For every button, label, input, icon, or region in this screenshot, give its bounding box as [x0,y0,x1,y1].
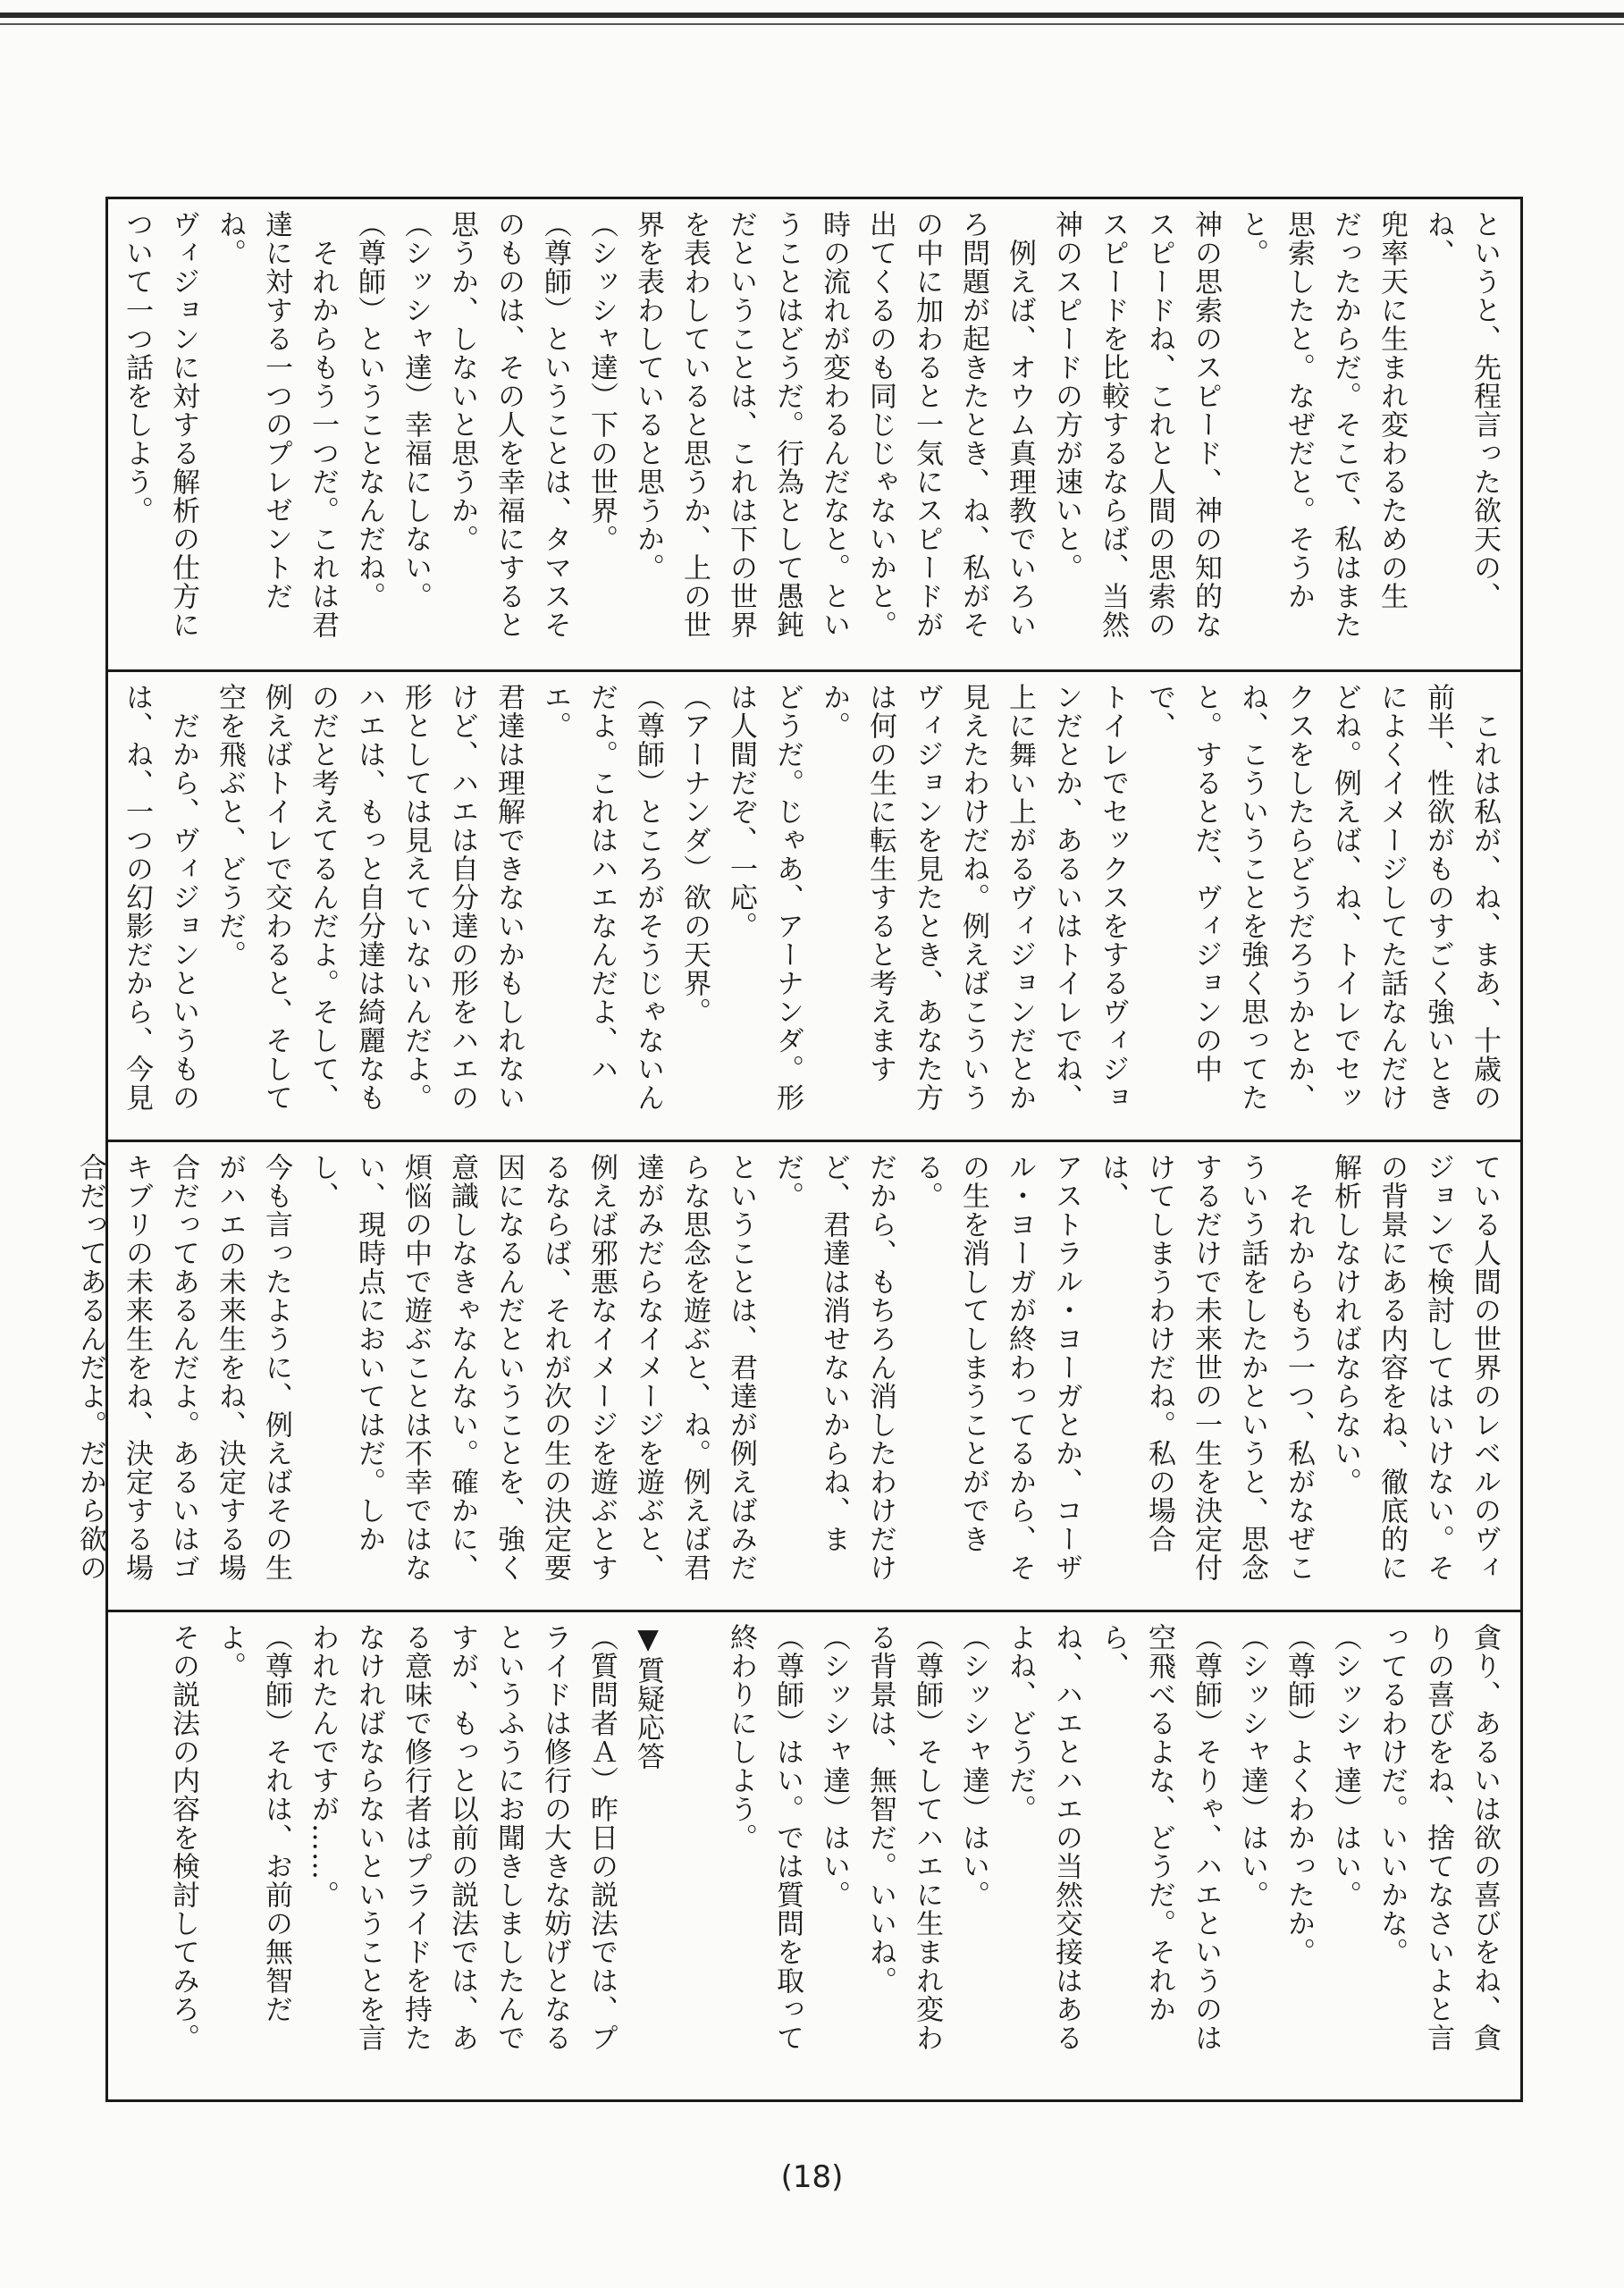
tier-4 [108,1610,1520,2077]
tier-2-paragraph: これは私が、ね、まあ、十歳の 前半、性欲がものすごく強いとき によくイメージしてた話なんだけ どね。例えば、ね、トイレでセッ クスをしたらどうだろうかとか、 ね、こういうことを強く思ってた と。するとだ、ヴィジョンの中で、 トイレでセックスをするヴィジョ ンだとか、あるいはトイレでね、 上に舞い上がるヴィジョンだとか 見えたわけだね。例えばこういう ヴィジョンを見たとき、あなた方 は何の生に転生すると考えますか。 どうだ。じゃあ、アーナンダ。形 は人間だぞ、一応。 （アーナンダ）欲の天界。 （尊師）ところがそうじゃないん だよ。これはハエなんだよ、ハエ。 君達は理解できないかもしれない けど、ハエは自分達の形をハエの 形としては見えていないんだよ。 ハエは、もっと自分達は綺麗なも のだと考えてるんだよ。そして、 例えばトイレで交わると、そして 空を飛ぶと、どうだ。 だから、ヴィジョンというもの は、ね、一つの幻影だから、今見 [121,683,1501,1112]
top-rule-thin [0,23,1624,25]
text-frame [74,197,1523,2102]
tier-3-paragraph: ている人間の世界のレベルのヴィ ジョンで検討してはいけない。そ の背景にある内容をね、徹底的に 解析しなければならない。 それからもう一つ、私がなぜこ ういう話をしたかというと、思念 するだけで未来世の一生を決定付 けてしまうわけだね。私の場合は、 アストラル・ヨーガとか、コーザ ル・ヨーガが終わってるから、そ の生を消してしまうことができる。 だから、もちろん消したわけだけ ど、君達は消せないからね、まだ。 ということは、君達が例えばみだ らな思念を遊ぶと、ね。例えば君 達がみだらなイメージを遊ぶと、 例えば邪悪なイメージを遊ぶとす るならば、それが次の生の決定要 因になるんだということを、強く 意識しなきゃなんない。確かに、 煩悩の中で遊ぶことは不幸ではな い、現時点においてはだ。しかし、 今も言ったように、例えばその生 がハエの未来生をね、決定する場 合だってあるんだよ。あるいはゴ キブリの未来生をね、決定する場 合だってあるんだよ。だから欲の [74,1153,1501,1582]
page-number: (18) [780,2159,844,2195]
tier-1-paragraph: というと、先程言った欲天の、ね、 兜率天に生まれ変わるための生 だったからだ。そこで、私はまた 思索したと。なぜだと。そうかと。 神の思索のスピード、神の知的な スピードね、これと人間の思索の スピードを比較するならば、当然 神のスピードの方が速いと。 例えば、オウム真理教でいろい ろ問題が起きたとき、ね、私がそ の中に加わると一気にスピードが 出てくるのも同じじゃないかと。 時の流れが変わるんだなと。とい うことはどうだ。行為として愚鈍 だということは、これは下の世界 を表わしていると思うか、上の世 界を表わしていると思うか。 （シッシャ達）下の世界。 （尊師）ということは、タマスそ のものは、その人を幸福にすると 思うか、しないと思うか。 （シッシャ達）幸福にしない。 （尊師）ということなんだね。 それからもう一つだ。これは君 達に対する一つのプレゼントだね。 ヴィジョンに対する解析の仕方に ついて一つ話をしよう。 [121,210,1501,639]
top-rule [0,13,1624,18]
tier-3 [74,1140,1520,1607]
tier-2-text [121,683,1508,1128]
tier-1-text [121,210,1508,658]
tier-1 [108,199,1520,667]
tier-4-text [124,1623,1508,2068]
tier-3-text [74,1153,1508,1598]
tier-2 [108,669,1520,1137]
tier-4-paragraph: 貪り、あるいは欲の喜びをね、貪 りの喜びをね、捨てなさいよと言 ってるわけだ。いいかな。 （シッシャ達）はい。 （尊師）よくわかったか。 （シッシャ達）はい。 （尊師）そりゃ、ハエというのは 空飛べるよな、どうだ。それから、 ね、ハエとハエの当然交接はある よね、どうだ。 （シッシャ達）はい。 （尊師）そしてハエに生まれ変わ る背景は、無智だ。いいね。 （シッシャ達）はい。 （尊師）はい。では質問を取って 終わりにしよう。 ▼質疑応答 （質問者Ａ）昨日の説法では、プ ライドは修行の大きな妨げとなる というふうにお聞きしましたんで すが、もっと以前の説法では、あ る意味で修行者はプライドを持た なければならないということを言 われたんですが……。 （尊師）それは、お前の無智だよ。 その説法の内容を検討してみろ。 [167,1623,1501,2052]
